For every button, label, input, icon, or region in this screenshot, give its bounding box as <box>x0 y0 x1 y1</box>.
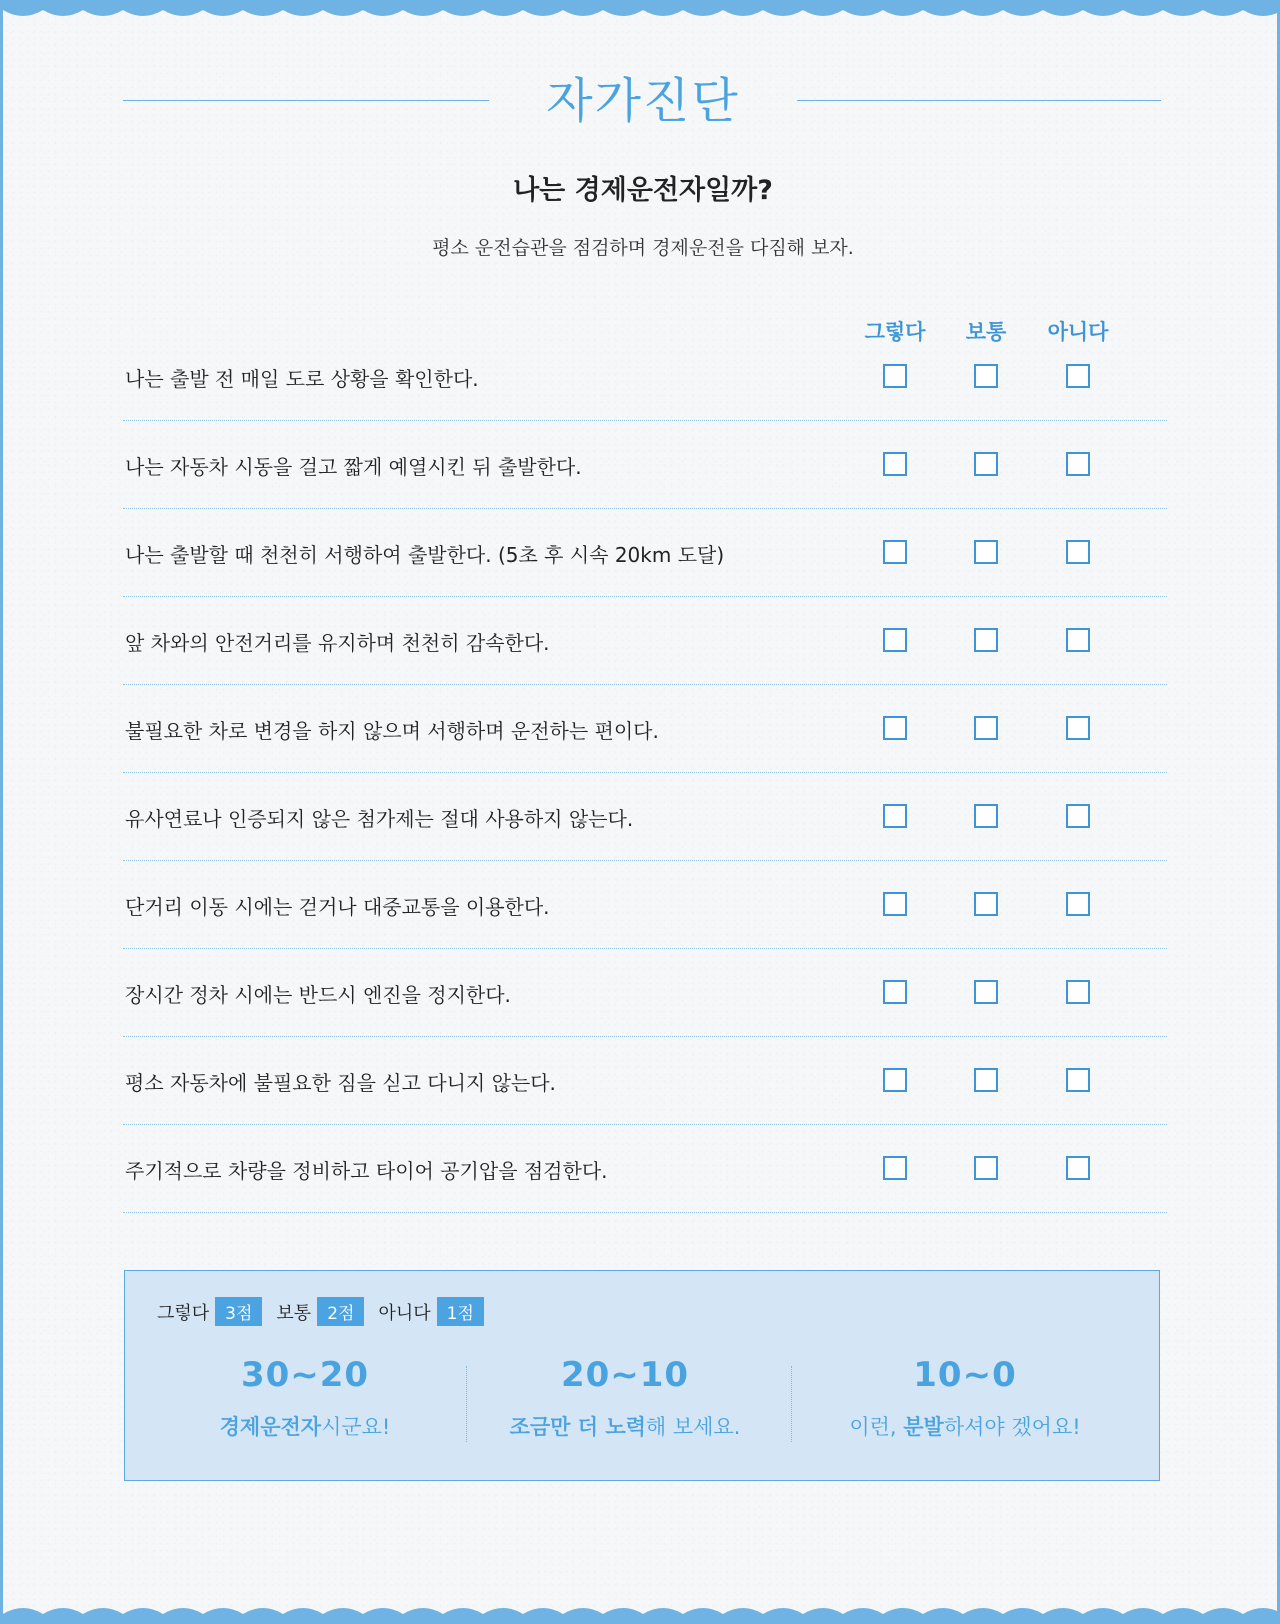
question-text: 불필요한 차로 변경을 하지 않으며 서행하며 운전하는 편이다. <box>125 719 659 743</box>
legend-points-neutral: 2점 <box>317 1297 364 1326</box>
page-subtitle: 평소 운전습관을 점검하며 경제운전을 다짐해 보자. <box>432 237 854 259</box>
result-message <box>155 1411 455 1441</box>
legend-label-no: 아니다 <box>378 1302 431 1324</box>
question-text: 유사연료나 인증되지 않은 첨가제는 절대 사용하지 않는다. <box>125 807 634 831</box>
self-check-badge: 자가진단 <box>546 73 740 129</box>
checkbox-no[interactable] <box>1066 628 1090 652</box>
result-range: 20~10 <box>560 1355 690 1395</box>
page-title: 나는 경제운전자일까? <box>513 175 773 206</box>
checkbox-neutral[interactable] <box>974 628 998 652</box>
question-text: 앞 차와의 안전거리를 유지하며 천천히 감속한다. <box>125 631 550 655</box>
question-text: 평소 자동차에 불필요한 짐을 싣고 다니지 않는다. <box>125 1071 556 1095</box>
question-list <box>123 333 1167 1213</box>
question-text: 나는 출발 전 매일 도로 상황을 확인한다. <box>125 367 479 391</box>
question-row <box>123 1125 1167 1213</box>
result-range: 30~20 <box>240 1355 370 1395</box>
column-header-neutral: 보통 <box>965 320 1007 344</box>
checkbox-neutral[interactable] <box>974 452 998 476</box>
question-row <box>123 597 1167 685</box>
question-row <box>123 685 1167 773</box>
checkbox-neutral[interactable] <box>974 540 998 564</box>
checkbox-neutral[interactable] <box>974 716 998 740</box>
checkbox-no[interactable] <box>1066 980 1090 1004</box>
checkbox-neutral[interactable] <box>974 980 998 1004</box>
result-pre: 이런, <box>849 1415 904 1439</box>
checkbox-neutral[interactable] <box>974 1068 998 1092</box>
header-rule-left <box>123 100 489 101</box>
result-range: 10~0 <box>913 1355 1017 1395</box>
question-row <box>123 949 1167 1037</box>
result-rest: 시군요! <box>321 1415 391 1439</box>
checkbox-no[interactable] <box>1066 364 1090 388</box>
result-emphasis: 조금만 더 노력 <box>509 1415 646 1439</box>
top-wave-border <box>3 0 1280 24</box>
score-legend <box>157 1297 498 1326</box>
checkbox-yes[interactable] <box>883 364 907 388</box>
checkbox-no[interactable] <box>1066 804 1090 828</box>
question-row <box>123 773 1167 861</box>
result-emphasis: 분발 <box>903 1415 944 1439</box>
checkbox-no[interactable] <box>1066 452 1090 476</box>
question-text: 나는 출발할 때 천천히 서행하여 출발한다. (5초 후 시속 20km 도달) <box>125 543 725 567</box>
result-rest: 해 보세요. <box>645 1415 741 1439</box>
checkbox-yes[interactable] <box>883 628 907 652</box>
legend-label-neutral: 보통 <box>276 1302 312 1324</box>
checkbox-no[interactable] <box>1066 1068 1090 1092</box>
question-row <box>123 421 1167 509</box>
column-header-yes: 그렇다 <box>864 320 926 344</box>
scoring-panel <box>124 1270 1160 1481</box>
legend-label-yes: 그렇다 <box>157 1302 210 1324</box>
result-high <box>155 1355 455 1441</box>
checkbox-yes[interactable] <box>883 1156 907 1180</box>
checkbox-no[interactable] <box>1066 540 1090 564</box>
result-emphasis: 경제운전자 <box>219 1415 322 1439</box>
result-divider <box>791 1366 792 1442</box>
result-divider <box>466 1366 467 1442</box>
result-message <box>795 1411 1135 1441</box>
result-rest: 하셔야 겠어요! <box>943 1415 1081 1439</box>
checkbox-neutral[interactable] <box>974 1156 998 1180</box>
question-row <box>123 509 1167 597</box>
bottom-wave-border <box>3 1600 1280 1624</box>
result-mid <box>470 1355 780 1441</box>
question-text: 단거리 이동 시에는 걷거나 대중교통을 이용한다. <box>125 895 550 919</box>
question-text: 나는 자동차 시동을 걸고 짧게 예열시킨 뒤 출발한다. <box>125 455 582 479</box>
question-text: 장시간 정차 시에는 반드시 엔진을 정지한다. <box>125 983 511 1007</box>
question-text: 주기적으로 차량을 정비하고 타이어 공기압을 점검한다. <box>125 1159 608 1183</box>
checkbox-yes[interactable] <box>883 716 907 740</box>
checkbox-yes[interactable] <box>883 980 907 1004</box>
legend-points-yes: 3점 <box>215 1297 262 1326</box>
question-row <box>123 333 1167 421</box>
column-header-no: 아니다 <box>1047 320 1109 344</box>
checkbox-no[interactable] <box>1066 716 1090 740</box>
checkbox-neutral[interactable] <box>974 804 998 828</box>
question-row <box>123 861 1167 949</box>
checkbox-no[interactable] <box>1066 892 1090 916</box>
checkbox-neutral[interactable] <box>974 892 998 916</box>
checkbox-yes[interactable] <box>883 540 907 564</box>
checkbox-neutral[interactable] <box>974 364 998 388</box>
legend-points-no: 1점 <box>437 1297 484 1326</box>
header-rule-right <box>797 100 1161 101</box>
checkbox-yes[interactable] <box>883 1068 907 1092</box>
checkbox-yes[interactable] <box>883 452 907 476</box>
result-low <box>795 1355 1135 1441</box>
question-row <box>123 1037 1167 1125</box>
result-message <box>470 1411 780 1441</box>
checkbox-yes[interactable] <box>883 892 907 916</box>
checkbox-yes[interactable] <box>883 804 907 828</box>
checkbox-no[interactable] <box>1066 1156 1090 1180</box>
